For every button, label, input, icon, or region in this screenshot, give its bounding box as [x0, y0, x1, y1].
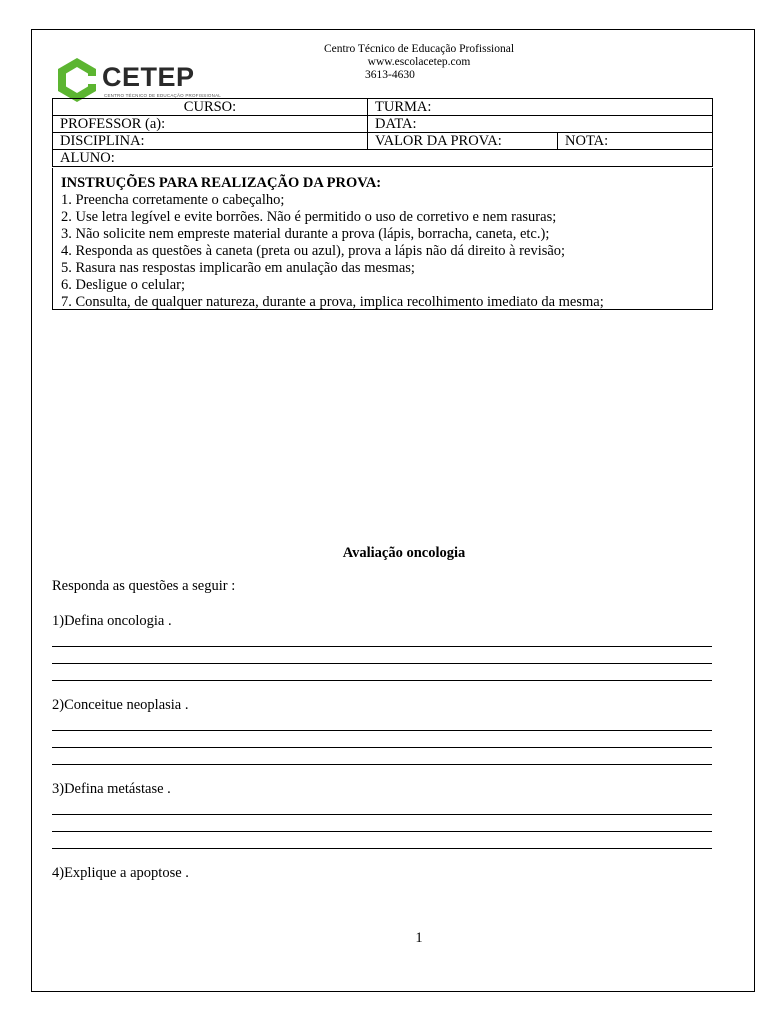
question-4: [52, 864, 712, 882]
exam-title: Avaliação oncologia: [342, 545, 466, 561]
answer-line[interactable]: [52, 832, 712, 849]
instruction-item: 6. Desligue o celular;: [61, 277, 186, 293]
question-text: 3)Defina metástase .: [52, 781, 171, 797]
cetep-hexagon-icon: [56, 57, 98, 103]
school-name: Centro Técnico de Educação Profissional: [323, 43, 515, 55]
instruction-item: 7. Consulta, de qualquer natureza, durante a prova, implica recolhimento imediato da mesma;: [61, 294, 604, 310]
instructions-box: [52, 168, 713, 310]
question-text: 4)Explique a apoptose .: [52, 865, 189, 881]
answer-line[interactable]: [52, 815, 712, 832]
logo-wordmark: CETEP: [102, 62, 195, 92]
field-data[interactable]: DATA:: [368, 116, 713, 133]
answer-line[interactable]: [52, 748, 712, 765]
answer-line[interactable]: [52, 731, 712, 748]
school-website: www.escolacetep.com: [367, 56, 471, 68]
field-disciplina[interactable]: DISCIPLINA:: [53, 133, 368, 150]
field-aluno[interactable]: ALUNO:: [53, 150, 713, 167]
field-valor-prova[interactable]: VALOR DA PROVA:: [368, 133, 558, 150]
instruction-item: 3. Não solicite nem empreste material durante a prova (lápis, borracha, caneta, etc.);: [61, 226, 550, 242]
answer-line[interactable]: [52, 647, 712, 664]
question-2: [52, 696, 712, 765]
exam-intro: Responda as questões a seguir :: [52, 578, 236, 594]
question-text: 1)Defina oncologia .: [52, 613, 172, 629]
question-1: [52, 612, 712, 681]
school-phone: 3613-4630: [365, 69, 415, 81]
field-curso[interactable]: CURSO:: [53, 99, 368, 116]
instruction-item: 2. Use letra legível e evite borrões. Não é permitido o uso de corretivo e nem rasuras;: [61, 209, 557, 225]
school-logo: [56, 57, 221, 103]
field-professor[interactable]: PROFESSOR (a):: [53, 116, 368, 133]
exam-header-table: [52, 98, 713, 167]
page-number: 1: [415, 930, 423, 946]
answer-line[interactable]: [52, 664, 712, 681]
instruction-item: 1. Preencha corretamente o cabeçalho;: [61, 192, 285, 208]
question-3: [52, 780, 712, 849]
field-nota[interactable]: NOTA:: [558, 133, 713, 150]
instruction-item: 4. Responda as questões à caneta (preta ou azul), prova a lápis não dá direito à revisão;: [61, 243, 566, 259]
instructions-title: INSTRUÇÕES PARA REALIZAÇÃO DA PROVA:: [61, 175, 382, 191]
question-text: 2)Conceitue neoplasia .: [52, 697, 189, 713]
answer-line[interactable]: [52, 714, 712, 731]
logo-subtext: CENTRO TÉCNICO DE EDUCAÇÃO PROFISSIONAL: [104, 93, 221, 98]
field-turma[interactable]: TURMA:: [368, 99, 713, 116]
instruction-item: 5. Rasura nas respostas implicarão em anulação das mesmas;: [61, 260, 415, 276]
answer-line[interactable]: [52, 630, 712, 647]
answer-line[interactable]: [52, 798, 712, 815]
school-info: [300, 43, 538, 82]
